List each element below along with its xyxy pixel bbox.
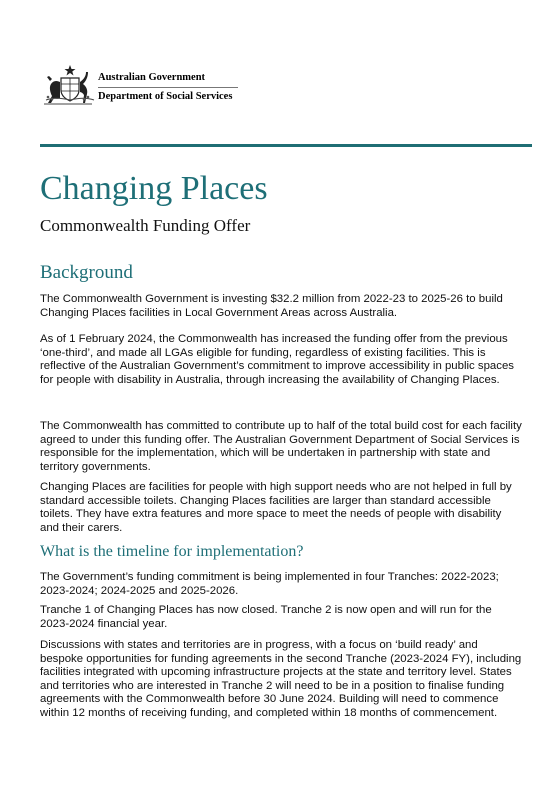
paragraph: The Commonwealth Government is investing $32.2 million from 2022-23 to 2025-26 to build Changing Places facilities in Local Government Areas across Australia. <box>40 293 503 319</box>
paragraph: The Commonwealth has committed to contribute up to half of the total build cost for each facility agreed to under this funding offer. The Australian Government Department of Social Services is responsible for the implementation, which will be undertaken in partnership with state and territory governments. <box>40 420 522 473</box>
header-divider <box>40 144 532 147</box>
paragraph: As of 1 February 2024, the Commonwealth has increased the funding offer from the previous ‘one-third’, and made all LGAs eligible for funding, regardless of existing facilities. This is reflective of the Australian Government’s commitment to improve accessibility in public spaces for people with disability in Australia, through increasing the availability of Changing Places. <box>40 333 514 386</box>
paragraph: Changing Places are facilities for people with high support needs who are not helped in full by standard accessible toilets. Changing Places facilities are larger than standard accessible toilets. They have extra features and more space to meet the needs of people with disability and their carers. <box>40 481 512 534</box>
government-name-block <box>98 72 238 102</box>
government-header <box>40 64 240 108</box>
paragraph: The Government’s funding commitment is being implemented in four Tranches: 2022-2023; 2023-2024; 2024-2025 and 2025-2026. <box>40 571 499 597</box>
section-heading-timeline: What is the timeline for implementation? <box>40 543 304 560</box>
paragraph: Discussions with states and territories are in progress, with a focus on ‘build ready’ and bespoke opportunities for funding agreements in the second Tranche (2023-2024 FY), including facilities integrated with upcoming infrastructure projects at the state and territory level. States and territories who are interested in Tranche 2 will need to be in a position to finalise funding agreements with the Commonwealth before 30 June 2024. Building will need to commence within 12 months of receiving funding, and completed within 18 months of commencement. <box>40 639 522 719</box>
page-subtitle: Commonwealth Funding Offer <box>40 216 251 235</box>
paragraph: Tranche 1 of Changing Places has now closed. Tranche 2 is now open and will run for the 2023-2024 financial year. <box>40 604 492 630</box>
section-heading-background: Background <box>40 262 133 283</box>
department-name: Department of Social Services <box>98 91 233 102</box>
page-title: Changing Places <box>40 170 268 207</box>
coat-of-arms-icon <box>40 64 96 108</box>
government-name: Australian Government <box>98 72 238 88</box>
